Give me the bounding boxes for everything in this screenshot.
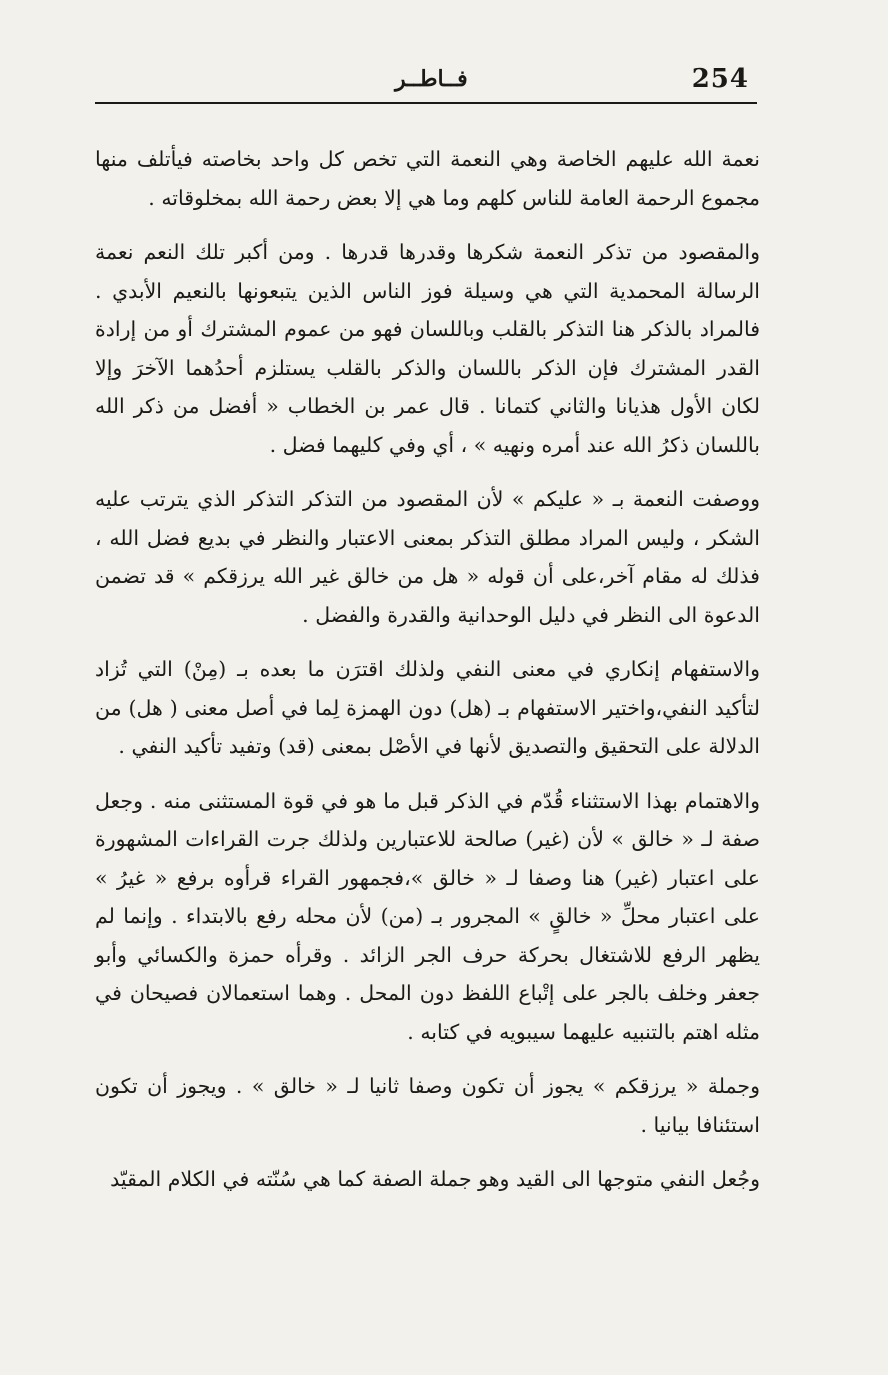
paragraph: والاهتمام بهذا الاستثناء قُدّم في الذكر قبل ما هو في قوة المستثنى منه . وجعل صفة لـ « خالق » لأن (غير) صالحة للاعتبارين ولذلك جرت القراءات المشهورة على اعتبار (غير) هنا وصفا لـ « خالق »،فجمهور القراء قرأوه برفع « غيرُ » على اعتبار محلِّ « خالقٍ » المجرور بـ (من) لأن محله رفع بالابتداء . وإنما لم يظهر الرفع للاشتغال بحركة حرف الجر الزائد . وقرأه حمزة والكسائي وأبو جعفر وخلف بالجر على إتْباع اللفظ دون المحل . وهما استعمالان فصيحان في مثله اهتم بالتنبيه عليهما سيبويه في كتابه . xyxy=(95,788,760,1044)
running-title: فــاطــر xyxy=(395,66,468,92)
page-header xyxy=(95,58,757,104)
paragraph: ووصفت النعمة بـ « عليكم » لأن المقصود من التذكر التذكر الذي يترتب عليه الشكر ، وليس المراد مطلق التذكر بمعنى الاعتبار والنظر في بديع فضل الله ، فذلك له مقام آخر،على أن قوله « هل من خالق غير الله يرزقكم » قد تضمن الدعوة الى النظر في دليل الوحدانية والقدرة والفضل . xyxy=(95,487,760,627)
header-rule xyxy=(95,102,757,104)
paragraph: وجملة « يرزقكم » يجوز أن تكون وصفا ثانيا لـ « خالق » . ويجوز أن تكون استئنافا بيانيا . xyxy=(95,1074,760,1137)
paragraph: والاستفهام إنكاري في معنى النفي ولذلك اقترَن ما بعده بـ (مِنْ) التي تُزاد لتأكيد النفي،واختير الاستفهام بـ (هل) دون الهمزة لِما في أصل معنى ( هل) من الدلالة على التحقيق والتصديق لأنها في الأصْل بمعنى (قد) وتفيد تأكيد النفي . xyxy=(95,657,760,758)
paragraph: نعمة الله عليهم الخاصة وهي النعمة التي تخص كل واحد بخاصته فيأتلف منها مجموع الرحمة العامة للناس كلهم وما هي إلا بعض رحمة الله بمخلوقاته . xyxy=(95,147,760,210)
body-text xyxy=(95,140,760,1215)
page-number: 254 xyxy=(691,64,749,94)
paragraph: والمقصود من تذكر النعمة شكرها وقدرها قدرها . ومن أكبر تلك النعم نعمة الرسالة المحمدية التي هي وسيلة فوز الناس الذين يتبعونها بالنعيم الأبدي . فالمراد بالذكر هنا التذكر بالقلب وباللسان فهو من عموم المشترك أو من إرادة القدر المشترك فإن الذكر باللسان والذكر بالقلب يستلزم أحدُهما الآخرَ وإلا لكان الأول هذيانا والثاني كتمانا . قال عمر بن الخطاب « أفضل من ذكر الله باللسان ذكرُ الله عند أمره ونهيه » ، أي وفي كليهما فضل . xyxy=(95,240,760,457)
paragraph: وجُعل النفي متوجها الى القيد وهو جملة الصفة كما هي سُنّته في الكلام المقيّد xyxy=(110,1167,760,1191)
